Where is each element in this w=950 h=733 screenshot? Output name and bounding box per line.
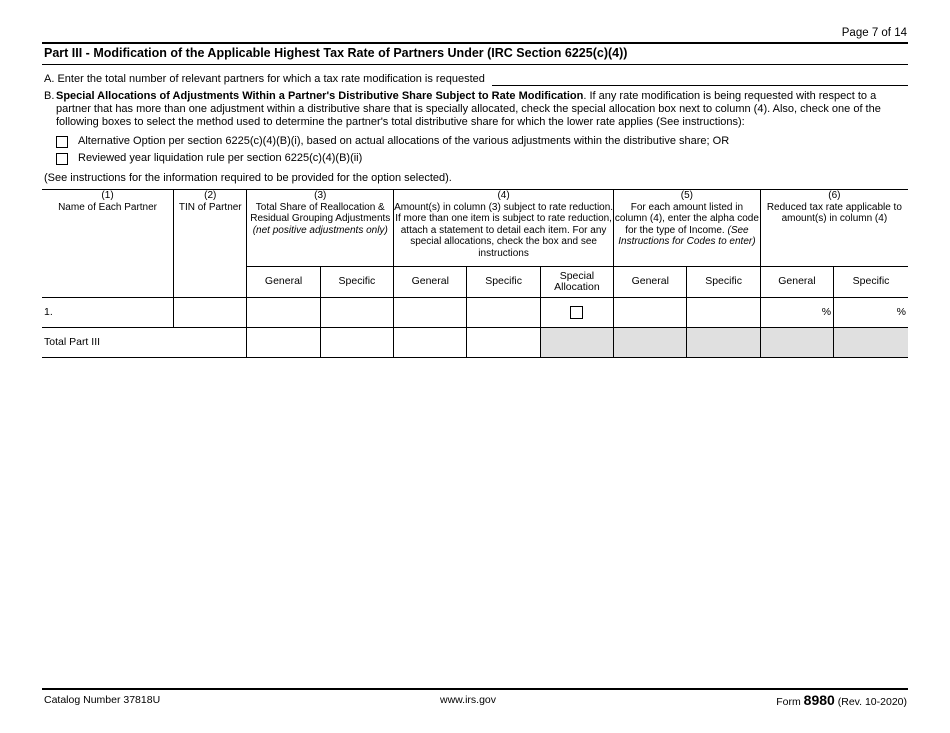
total-label: Total Part III [42,328,247,358]
liquidation-rule-label: Reviewed year liquidation rule per section 6225(c)(4)(B)(ii) [78,152,363,164]
row1-col3-specific-cell[interactable] [320,298,393,328]
row1-col3-general-cell[interactable] [247,298,320,328]
total-col3-specific-cell[interactable] [320,328,393,358]
col6-general-header: General [760,267,833,298]
col5-general-header: General [614,267,687,298]
col3-header: (3) Total Share of Reallocation & Residual Grouping Adjustments (net positive adjustments only) [247,190,394,267]
liquidation-rule-checkbox[interactable] [56,153,68,165]
row1-col5-specific-cell[interactable] [687,298,760,328]
catalog-number: Catalog Number 37818U [44,694,161,706]
col1-header: (1) Name of Each Partner [42,190,174,298]
total-col3-general-cell[interactable] [247,328,320,358]
col4-header: (4) Amount(s) in column (3) subject to rate reduction. If more than one item is subject to rate reduction, attach a statement to detail each item. For any special allocations, check the box and see instructions [394,190,614,267]
row1-col6-specific-cell[interactable]: % [834,298,908,328]
top-rule [42,42,908,44]
part-title: Part III - Modification of the Applicable Highest Tax Rate of Partners Under (IRC Section 6225(c)(4)) [44,46,628,60]
row1-col5-general-cell[interactable] [614,298,687,328]
title-rule [42,64,908,65]
form-number: 8980 [803,692,835,708]
form-id: Form 8980 (Rev. 10-2020) [776,692,907,708]
col6-specific-header: Specific [834,267,908,298]
line-a-text: Enter the total number of relevant partners for which a tax rate modification is requested [57,73,485,85]
footer-rule [42,688,908,690]
alternative-option-label: Alternative Option per section 6225(c)(4)(B)(i), based on actual allocations of the various adjustments within the distributive share; OR [78,135,730,147]
total-col5-specific-shaded [687,328,760,358]
website: www.irs.gov [440,694,497,706]
total-col4-general-cell[interactable] [394,328,467,358]
special-allocation-checkbox[interactable] [570,306,583,319]
line-a-label: A. [44,73,55,85]
total-col6-specific-shaded [834,328,908,358]
col6-header: (6) Reduced tax rate applicable to amount(s) in column (4) [760,190,908,267]
alternative-option-checkbox[interactable] [56,136,68,148]
line-a-input[interactable] [492,85,908,86]
col5-specific-header: Specific [687,267,760,298]
row1-col6-general-cell[interactable]: % [760,298,833,328]
col4-general-header: General [394,267,467,298]
line-b-text: . If any rate modification is being requested with respect to a partner that has more than one adjustment within a distributive share that is specially allocated, check the special allocation box next to column (4). Also, check one of the following boxes to select the method used to determine the partner's total distributive share for which the lower rate applies (See instructions): [56,90,881,128]
row1-label: 1. [42,298,174,328]
instructions-note: (See instructions for the information required to be provided for the option selected). [44,172,452,184]
row1-col4-general-cell[interactable] [394,298,467,328]
row1-special-allocation-cell [540,298,613,328]
partner-rate-table [42,189,908,358]
row1-tin-cell[interactable] [174,298,247,328]
col3-specific-header: Specific [320,267,393,298]
line-b-label: B. [44,90,55,102]
total-col4-specific-cell[interactable] [467,328,540,358]
total-special-allocation-shaded [540,328,613,358]
row1-col4-specific-cell[interactable] [467,298,540,328]
col3-general-header: General [247,267,320,298]
page-number: Page 7 of 14 [841,27,907,39]
col4-special-allocation-header: Special Allocation [540,267,613,298]
total-row [42,328,908,358]
line-a [44,73,485,85]
table-row [42,298,908,328]
line-b [44,90,910,129]
col2-header: (2) TIN of Partner [174,190,247,298]
col4-specific-header: Specific [467,267,540,298]
col5-header: (5) For each amount listed in column (4), enter the alpha code for the type of Income. (See Instructions for Codes to enter) [614,190,761,267]
total-col5-general-shaded [614,328,687,358]
total-col6-general-shaded [760,328,833,358]
line-b-heading: Special Allocations of Adjustments Within a Partner's Distributive Share Subject to Rate Modification [56,90,584,102]
form-revision: (Rev. 10-2020) [837,696,907,708]
